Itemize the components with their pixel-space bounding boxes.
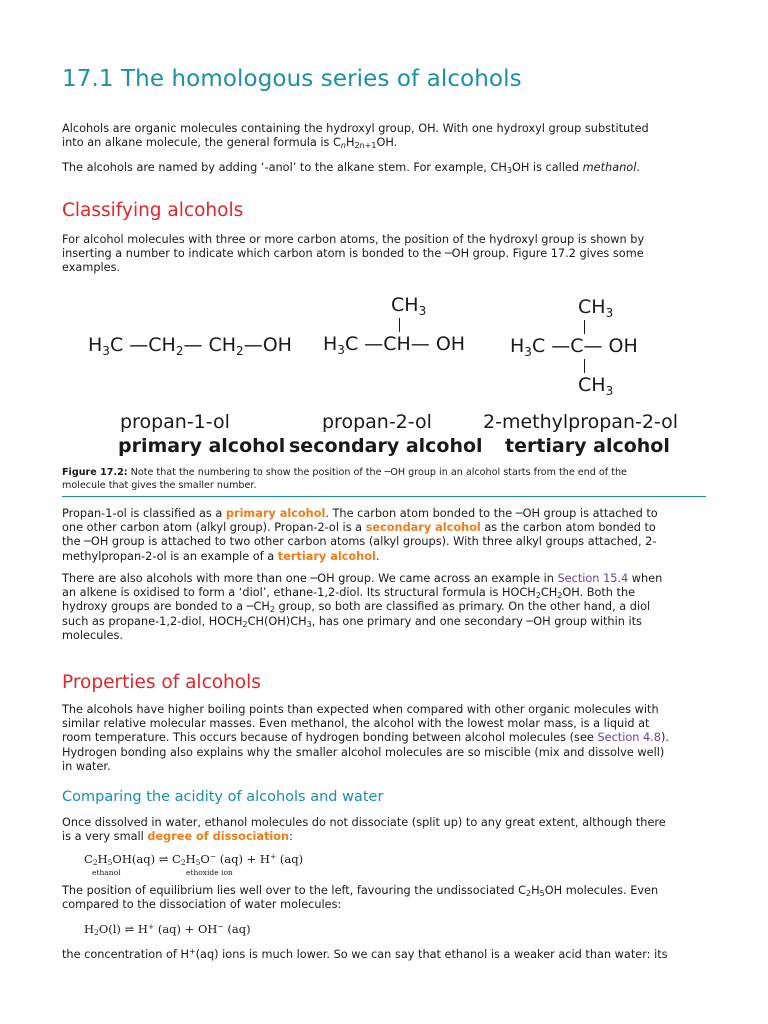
molecule-2-top-group	[391, 294, 426, 316]
link-section-15-4[interactable]: Section 15.4	[557, 572, 629, 585]
classification-paragraph	[62, 507, 712, 564]
eq-text: H	[97, 852, 108, 866]
keyword-primary-alcohol[interactable]: primary alcohol	[225, 507, 326, 520]
equation-ethanol-dissociation	[84, 852, 303, 866]
properties-paragraph	[62, 703, 712, 774]
chem-sub: 3	[605, 306, 614, 320]
keyword-tertiary-alcohol[interactable]: tertiary alcohol	[277, 549, 376, 563]
para-text: .	[375, 549, 380, 563]
eq-sub: 5	[107, 858, 113, 867]
para-text: hydroxy groups are bonded to a ─CH	[62, 600, 270, 614]
eq-text: (aq)	[276, 852, 304, 866]
formula-sub: 2	[526, 889, 532, 898]
chem-text: C —CH— OH	[344, 333, 466, 355]
para-text: H	[531, 884, 540, 897]
heading-acidity: Comparing the acidity of alcohols and water	[62, 789, 384, 805]
molecule-3-top-group	[578, 296, 613, 318]
chem-text: —OH	[243, 334, 292, 356]
classifying-paragraph	[62, 233, 712, 276]
para-text: methylpropan-2-ol is an example of a	[62, 549, 278, 563]
chem-text: C —CH	[109, 334, 176, 356]
intro-line: Alcohols are organic molecules containing the hydroxyl group, OH. With one hydroxyl group substituted	[62, 122, 649, 135]
eq-text: H	[185, 852, 196, 866]
para-text: the ─OH group is attached to two other carbon atoms (alkyl groups). With three alkyl groups attached, 2-	[62, 535, 657, 549]
intro-text: .	[636, 161, 640, 174]
chem-text: H	[88, 334, 103, 356]
chem-text: CH	[391, 294, 419, 316]
chem-text: CH	[578, 374, 606, 396]
molecule-propan-1-ol	[88, 334, 292, 356]
diol-paragraph	[62, 572, 712, 643]
para-text: one other carbon atom (alkyl group). Propan-2-ol is a	[62, 521, 366, 535]
eq-text: O	[200, 852, 210, 866]
para-text: :	[289, 830, 293, 844]
chem-sub: 3	[337, 343, 345, 357]
caption-label: Figure 17.2:	[62, 467, 128, 478]
formula-sub: 2	[557, 591, 563, 601]
heading-classifying: Classifying alcohols	[62, 200, 244, 221]
formula-sub: 2	[269, 605, 275, 615]
eq-text: C	[84, 852, 93, 866]
intro-text: OH.	[376, 136, 398, 150]
formula-sub: 2n+1	[354, 141, 377, 151]
para-text: There are also alcohols with more than one ─OH group. We came across an example in	[62, 572, 558, 585]
para-text: , has one primary and one secondary ─OH group within its	[311, 614, 642, 628]
molecule-3-bottom-group	[578, 374, 613, 396]
para-text: Propan-1-ol is classified as a	[62, 507, 226, 520]
intro-text: The alcohols are named by adding ‘-anol’ to the alkane stem. For example, CH	[62, 161, 507, 174]
label-ethoxide-ion: ethoxide ion	[186, 868, 233, 877]
classifying-line: For alcohol molecules with three or more carbon atoms, the position of the hydroxyl group is shown by	[62, 233, 645, 246]
emphasis-methanol: methanol	[582, 161, 637, 174]
para-text: as the carbon atom bonded to	[480, 521, 656, 535]
para-text: in water.	[62, 759, 111, 773]
chem-text: C —C— OH	[531, 335, 638, 357]
eq-text: (aq)	[223, 922, 251, 936]
para-text: Hydrogen bonding also explains why the smaller alcohol molecules are so miscible (mix and dissolve well)	[62, 745, 665, 759]
figure-caption	[62, 467, 712, 492]
eq-sub: 2	[180, 858, 186, 867]
eq-text: (aq) + H	[216, 852, 270, 866]
formula-sub: n	[340, 141, 346, 151]
bond-line	[399, 318, 400, 332]
name-propan-1-ol: propan-1-ol	[120, 411, 230, 433]
eq-sup: −	[209, 852, 217, 861]
keyword-secondary-alcohol[interactable]: secondary alcohol	[365, 521, 481, 535]
para-text: ).	[660, 731, 669, 745]
figure-divider	[62, 496, 706, 497]
eq-sup: +	[269, 852, 277, 861]
chem-sub: 3	[102, 344, 110, 358]
para-text: similar relative molecular masses. Even methanol, the alcohol with the lowest molar mass, is a liquid at	[62, 717, 650, 731]
type-secondary: secondary alcohol	[289, 435, 483, 457]
type-primary: primary alcohol	[118, 435, 286, 457]
name-2-methylpropan-2-ol: 2-methylpropan-2-ol	[483, 411, 679, 433]
para-text: CH	[540, 586, 558, 600]
formula-sub: 2	[242, 619, 248, 629]
para-text: room temperature. This occurs because of hydrogen bonding between alcohol molecules (see	[62, 731, 598, 745]
eq-sup: +	[147, 922, 155, 931]
formula-sub: 2	[535, 591, 541, 601]
label-ethanol: ethanol	[92, 868, 121, 877]
eq-sup: −	[217, 922, 224, 931]
eq-text: (aq) + OH	[154, 922, 218, 936]
formula-sub: 3	[506, 166, 512, 175]
para-text: compared to the dissociation of water molecules:	[62, 898, 342, 912]
para-text: OH. Both the	[562, 586, 636, 600]
intro-text: into an alkane molecule, the general formula is C	[62, 136, 341, 150]
chem-sub: 2	[175, 344, 184, 358]
intro-paragraph-1	[62, 122, 712, 150]
acidity-paragraph-1	[62, 816, 712, 844]
eq-text: OH(aq) ⇌ C	[112, 852, 181, 866]
section-title: 17.1 The homologous series of alcohols	[62, 66, 522, 92]
para-text: an alkene is oxidised to form a ‘diol’, ethane-1,2-diol. Its structural formula is HOCH	[62, 586, 536, 600]
chem-sub: 3	[418, 304, 427, 318]
type-tertiary: tertiary alcohol	[505, 435, 670, 457]
formula-sub: 3	[306, 619, 312, 629]
acidity-paragraph-2	[62, 884, 712, 912]
bond-line	[584, 359, 585, 373]
para-text: The position of equilibrium lies well over to the left, favouring the undissociated C	[62, 884, 527, 897]
classifying-line: inserting a number to indicate which carbon atom is bonded to the ─OH group. Figure 17.2 gives some	[62, 247, 644, 261]
molecule-propan-2-ol	[323, 333, 465, 355]
para-text: group, so both are classified as primary. On the other hand, a diol	[274, 600, 651, 614]
para-text: (aq) ions is much lower. So we can say that ethanol is a weaker acid than water: its	[195, 948, 668, 961]
para-text: The alcohols have higher boiling points than expected when compared with other organic molecules with	[62, 703, 659, 716]
eq-sub: 2	[94, 928, 99, 937]
eq-sub: 5	[195, 858, 201, 867]
chem-sub: 2	[236, 344, 244, 358]
eq-text: H	[84, 922, 95, 936]
chem-sub: 3	[605, 384, 614, 398]
chem-text: CH	[578, 296, 606, 318]
eq-text: O(l) ⇌ H	[98, 922, 148, 936]
chem-text: — CH	[183, 334, 237, 356]
para-text: . The carbon atom bonded to the ─OH group is attached to	[325, 507, 658, 520]
chem-sub: 3	[524, 345, 532, 359]
acidity-paragraph-3	[62, 948, 712, 962]
para-text: the concentration of H	[62, 948, 189, 961]
para-text: such as propane-1,2-diol, HOCH	[62, 614, 243, 628]
para-text: when	[628, 572, 663, 585]
chem-text: H	[510, 335, 525, 357]
intro-text: H	[345, 136, 355, 150]
keyword-degree-of-dissociation[interactable]: degree of dissociation	[147, 830, 290, 844]
para-text: CH(OH)CH	[247, 614, 307, 628]
intro-text: OH is called	[511, 161, 583, 174]
molecule-2-methylpropan-2-ol	[510, 335, 638, 357]
intro-paragraph-2	[62, 161, 712, 175]
classifying-line: examples.	[62, 261, 121, 275]
name-propan-2-ol: propan-2-ol	[322, 411, 432, 433]
link-section-4-8[interactable]: Section 4.8	[597, 731, 661, 745]
bond-line	[584, 320, 585, 334]
formula-sup: +	[188, 947, 196, 956]
chem-text: H	[323, 333, 338, 355]
equation-water-dissociation	[84, 922, 251, 936]
formula-sub: 5	[539, 889, 545, 898]
caption-text: molecule that gives the smaller number.	[62, 479, 257, 491]
para-text: molecules.	[62, 628, 123, 642]
para-text: is a very small	[62, 830, 148, 844]
heading-properties: Properties of alcohols	[62, 672, 261, 693]
eq-sub: 2	[92, 858, 98, 867]
caption-text: Note that the numbering to show the position of the ─OH group in an alcohol starts from the end of the	[127, 467, 627, 478]
para-text: OH molecules. Even	[544, 884, 659, 897]
para-text: Once dissolved in water, ethanol molecules do not dissociate (split up) to any great extent, although there	[62, 816, 666, 829]
